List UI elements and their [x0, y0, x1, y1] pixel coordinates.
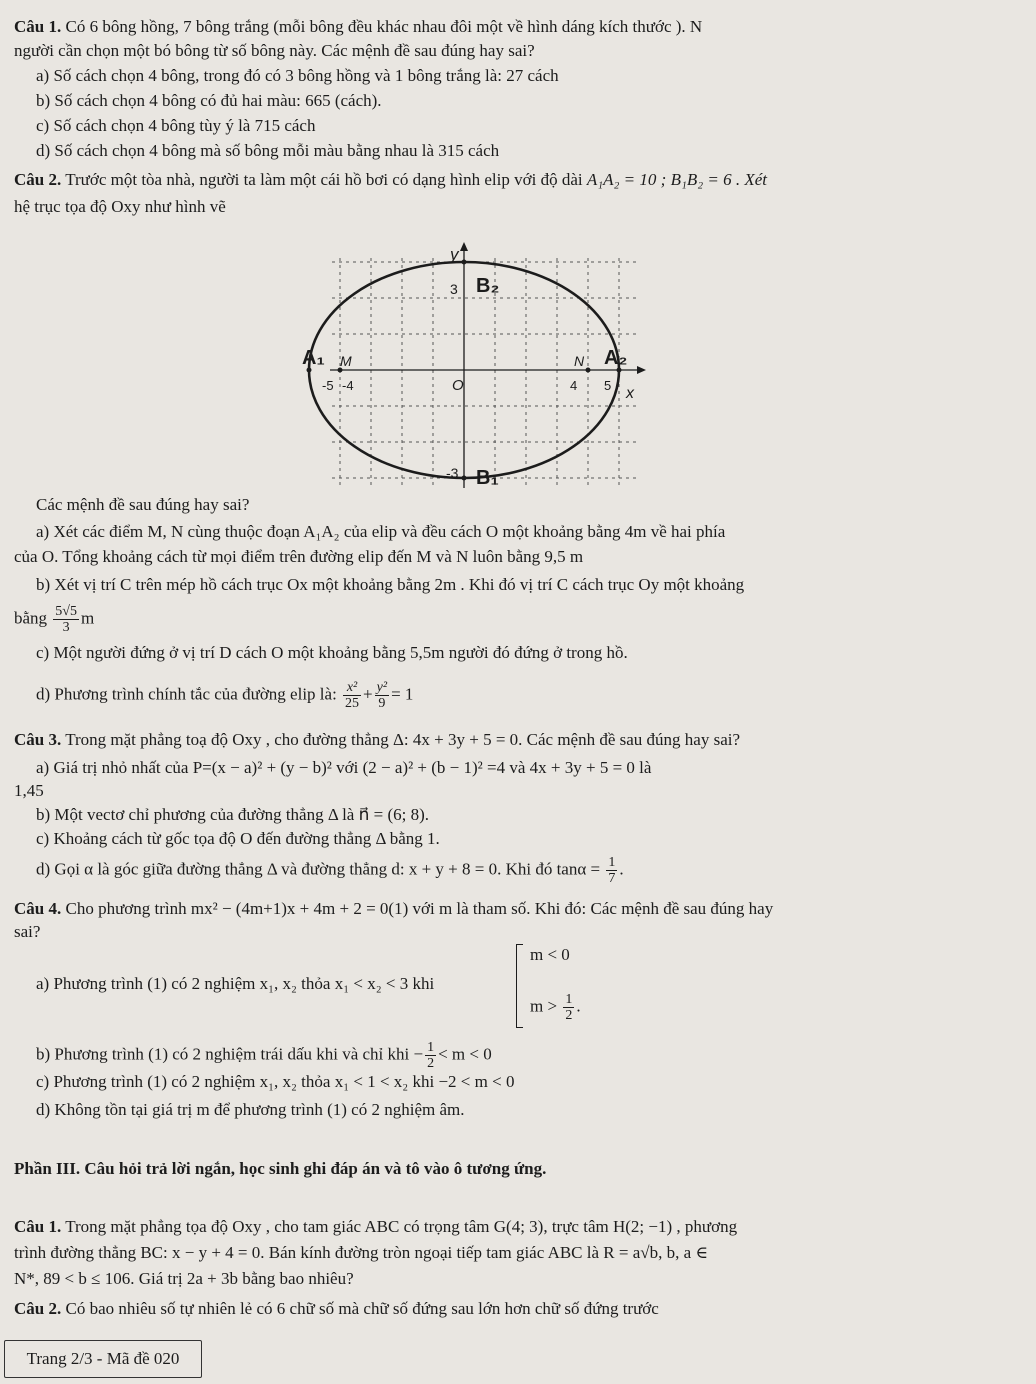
q2-option-c: c) Một người đứng ở vị trí D cách O một khoảng bằng 5,5m người đó đứng ở trong hồ.: [36, 643, 628, 662]
q1-option-a: a) Số cách chọn 4 bông, trong đó có 3 bông hồng và 1 bông trắng là: 27 cách: [36, 66, 559, 85]
tick-4: 4: [570, 378, 578, 393]
q2-option-a-line1: a) Xét các điểm M, N cùng thuộc đoạn A₁A₂ của elip và đều cách O một khoảng bằng 4m về hai phía: [36, 522, 726, 541]
condition-bracket: [516, 944, 523, 1028]
q3-title: Câu 3.: [14, 730, 62, 749]
q1-title: Câu 1.: [14, 17, 62, 36]
label-origin: O: [452, 377, 464, 394]
q3-option-d: d) Gọi α là góc giữa đường thẳng Δ và đường thẳng d: x + y + 8 = 0. Khi đó tanα = $\frac{1}{7}$ .: [36, 855, 624, 886]
q1-option-b: b) Số cách chọn 4 bông có đủ hai màu: 665 (cách).: [36, 91, 382, 110]
fraction-1-over-7: $\frac{1}{7}$: [608, 855, 616, 886]
q3-option-c: c) Khoảng cách từ gốc tọa độ O đến đường thẳng Δ bằng 1.: [36, 829, 440, 848]
p3-q1-title: Câu 1.: [14, 1217, 62, 1236]
q4-option-a-case2: m > $\frac{1}{2}$ .: [530, 992, 581, 1023]
q4-line2: sai?: [14, 922, 41, 941]
q1-line2: người cần chọn một bó bông từ số bông này. Các mệnh đề sau đúng hay sai?: [14, 41, 535, 60]
part3-heading: Phần III. Câu hỏi trả lời ngắn, học sinh ghi đáp án và tô vào ô tương ứng.: [14, 1159, 547, 1178]
point-b1: [462, 476, 467, 481]
q3-option-a-line1: a) Giá trị nhỏ nhất của P=(x − a)² + (y − b)² với (2 − a)² + (b − 1)² =4 và 4x + 3y + 5 = 0 là: [36, 758, 652, 777]
tick-minus-3: -3: [446, 465, 459, 481]
y-axis-label: y: [450, 245, 459, 264]
p3-q2-line1: Câu 2. Có bao nhiêu số tự nhiên lẻ có 6 chữ số mà chữ số đứng sau lớn hơn chữ số đứng trước: [14, 1299, 659, 1318]
tick-minus-4: -4: [342, 378, 354, 393]
fraction-x2-over-25: $\frac{\text{x²}}{25}$: [345, 680, 360, 711]
q4-option-b: b) Phương trình (1) có 2 nghiệm trái dấu khi và chỉ khi − $\frac{1}{2}$ < m < 0: [36, 1040, 492, 1071]
q3-option-a-line2: 1,45: [14, 781, 44, 800]
q2-title: Câu 2.: [14, 170, 62, 189]
page-footer: Trang 2/3 - Mã đề 020: [4, 1340, 202, 1378]
q1-line1: Câu 1. Có 6 bông hồng, 7 bông trắng (mỗi bông đều khác nhau đôi một về hình dáng kích thước ). N: [14, 17, 703, 36]
y-axis-arrow-icon: [460, 242, 468, 251]
point-n: [586, 368, 591, 373]
q4-line1: Câu 4. Cho phương trình mx² − (4m+1)x + 4m + 2 = 0(1) với m là tham số. Khi đó: Các mệnh đề sau đúng hay: [14, 899, 774, 918]
label-b1: B₁: [476, 467, 499, 489]
fraction-1-over-2-b: $\frac{1}{2}$: [427, 1040, 435, 1071]
p3-q1-line2: trình đường thẳng BC: x − y + 4 = 0. Bán kính đường tròn ngoại tiếp tam giác ABC là R = a√b, b, a ∈: [14, 1243, 708, 1262]
label-a1: A₁: [302, 347, 325, 369]
label-a2: A₂: [604, 347, 628, 369]
label-b2: B₂: [476, 275, 500, 297]
p3-q1-line1: Câu 1. Trong mặt phẳng tọa độ Oxy , cho tam giác ABC có trọng tâm G(4; 3), trực tâm H(2; −1) , phương: [14, 1217, 738, 1236]
q2-line2: hệ trục tọa độ Oxy như hình vẽ: [14, 197, 226, 216]
fraction-5sqrt5-over-3: $\frac{5√5}{3}$: [55, 604, 77, 635]
tick-5: 5: [604, 378, 612, 393]
x-axis-arrow-icon: [637, 366, 646, 374]
q2-option-b-line1: b) Xét vị trí C trên mép hồ cách trục Ox một khoảng bằng 2m . Khi đó vị trí C cách trục Oy một khoảng: [36, 575, 745, 594]
tick-3: 3: [450, 281, 458, 297]
q2-line1: Câu 2. Trước một tòa nhà, người ta làm một cái hồ bơi có dạng hình elip với độ dài A₁A₂ = 10 ; B₁B₂ = 6 . Xét: [14, 170, 768, 189]
q2-prompt: Các mệnh đề sau đúng hay sai?: [36, 495, 250, 514]
point-b2: [462, 260, 467, 265]
q2-option-d: d) Phương trình chính tắc của đường elip là: $\frac{\text{x²}}{25}$ + $\frac{\text{y²}}{9}$ = 1: [36, 680, 414, 711]
q2-option-b-line2: bằng $\frac{5√5}{3}$ m: [14, 604, 95, 635]
q3-option-b: b) Một vectơ chỉ phương của đường thẳng Δ là n⃗ = (6; 8).: [36, 805, 430, 824]
q4-option-a-case1: m < 0: [530, 945, 570, 964]
q4-option-c: c) Phương trình (1) có 2 nghiệm x₁, x₂ thỏa x₁ < 1 < x₂ khi −2 < m < 0: [36, 1072, 515, 1091]
ellipse-figure: [300, 238, 652, 498]
q2-option-a-line2: của O. Tổng khoảng cách từ mọi điểm trên đường elip đến M và N luôn bằng 9,5 m: [14, 547, 584, 566]
fraction-y2-over-9: $\frac{\text{y²}}{9}$: [376, 680, 388, 711]
q1-option-c: c) Số cách chọn 4 bông tùy ý là 715 cách: [36, 116, 316, 135]
p3-q1-line3: N*, 89 < b ≤ 106. Giá trị 2a + 3b bằng bao nhiêu?: [14, 1269, 354, 1288]
q1-option-d: d) Số cách chọn 4 bông mà số bông mỗi màu bằng nhau là 315 cách: [36, 141, 500, 160]
label-m: M: [340, 353, 352, 369]
q3-line1: Câu 3. Trong mặt phẳng toạ độ Oxy , cho đường thẳng Δ: 4x + 3y + 5 = 0. Các mệnh đề sau đúng hay sai?: [14, 730, 741, 749]
label-n: N: [574, 353, 585, 369]
tick-minus-5: -5: [322, 378, 334, 393]
p3-q2-title: Câu 2.: [14, 1299, 62, 1318]
fraction-1-over-2: $\frac{1}{2}$: [565, 992, 573, 1023]
q4-option-a: a) Phương trình (1) có 2 nghiệm x₁, x₂ thỏa x₁ < x₂ < 3 khi: [36, 974, 435, 993]
q4-option-d: d) Không tồn tại giá trị m để phương trình (1) có 2 nghiệm âm.: [36, 1100, 465, 1119]
q4-title: Câu 4.: [14, 899, 62, 918]
x-axis-label: x: [626, 385, 634, 402]
